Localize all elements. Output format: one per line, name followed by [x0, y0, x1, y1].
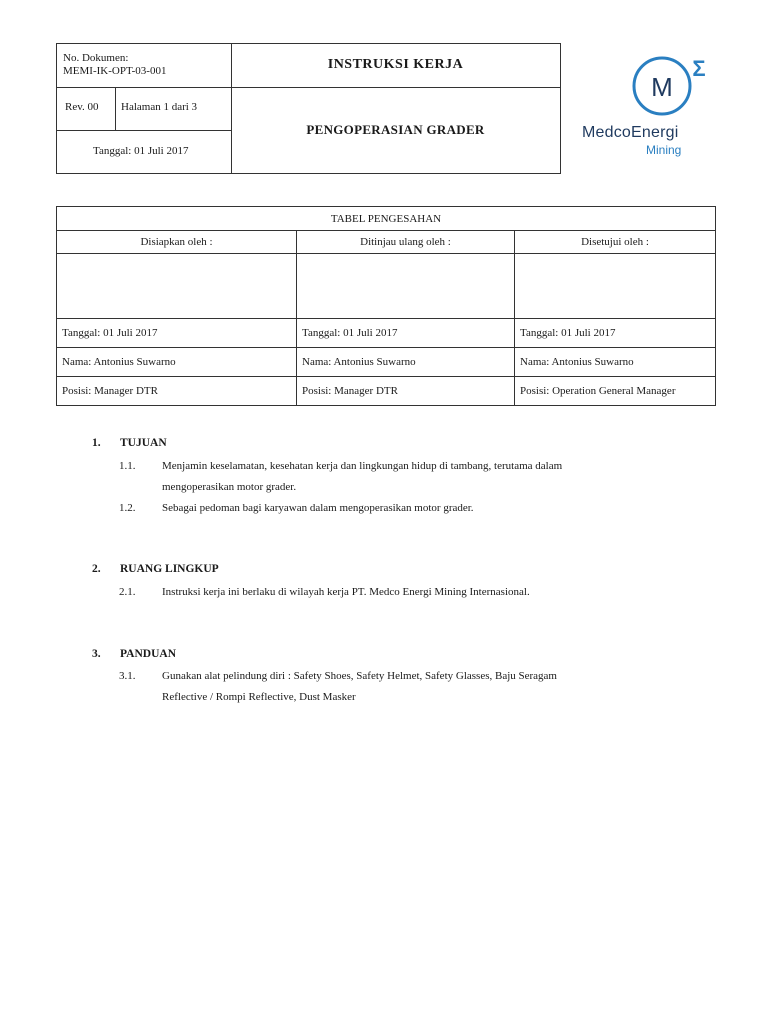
column-header: Ditinjau ulang oleh :: [297, 231, 515, 254]
list-item: [119, 666, 659, 708]
list-item: [119, 498, 659, 519]
header-divider: [57, 130, 231, 131]
section-ruang-lingkup: [92, 563, 219, 575]
approval-table-title: TABEL PENGESAHAN: [57, 207, 716, 231]
table-cell-name: Nama: Antonius Suwarno: [57, 348, 297, 377]
section-title: PANDUAN: [120, 648, 177, 660]
logo-m-glyph: M: [651, 72, 673, 102]
item-number: 1.1.: [119, 460, 136, 472]
list-item: [119, 582, 659, 603]
signature-box: [57, 254, 297, 319]
medco-mark-icon: [578, 52, 714, 124]
logo-wordmark: [582, 124, 678, 142]
list-item: [119, 456, 659, 498]
section-panduan: [92, 648, 176, 660]
section-title: TUJUAN: [120, 437, 167, 449]
table-cell-position: Posisi: Manager DTR: [57, 377, 297, 406]
column-header: Disiapkan oleh :: [57, 231, 297, 254]
item-line: Reflective / Rompi Reflective, Dust Masker: [162, 691, 356, 703]
doc-date: Tanggal: 01 Juli 2017: [93, 145, 189, 157]
doc-number-label: No. Dokumen:: [63, 52, 129, 64]
page-number: Halaman 1 dari 3: [121, 101, 198, 113]
logo-wordmark-energi: Energi: [631, 124, 679, 141]
section-heading: [92, 648, 176, 660]
logo-wordmark-medco: Medco: [582, 124, 632, 141]
item-text: [162, 456, 659, 498]
doc-subtitle: PENGOPERASIAN GRADER: [306, 122, 485, 137]
table-cell-name: Nama: Antonius Suwarno: [297, 348, 515, 377]
table-cell-name: Nama: Antonius Suwarno: [515, 348, 716, 377]
section-heading: [92, 563, 219, 575]
table-cell-date: Tanggal: 01 Juli 2017: [57, 319, 297, 348]
section-number: 1.: [92, 437, 101, 449]
table-cell-position: Posisi: Manager DTR: [297, 377, 515, 406]
header-divider: [57, 87, 560, 88]
table-cell-position: Posisi: Operation General Manager: [515, 377, 716, 406]
item-line: Gunakan alat pelindung diri : Safety Shoes, Safety Helmet, Safety Glasses, Baju Seragam: [162, 670, 557, 682]
medco-logo: [578, 52, 714, 162]
table-cell-date: Tanggal: 01 Juli 2017: [515, 319, 716, 348]
section-heading: [92, 437, 167, 449]
section-number: 3.: [92, 648, 101, 660]
doc-title: INSTRUKSI KERJA: [327, 57, 464, 72]
logo-sigma-glyph: Σ: [692, 56, 706, 81]
section-tujuan: [92, 437, 167, 449]
revision: Rev. 00: [65, 101, 99, 113]
item-number: 1.2.: [119, 502, 136, 514]
item-number: 2.1.: [119, 586, 136, 598]
item-line: Menjamin keselamatan, kesehatan kerja dan lingkungan hidup di tambang, terutama dalam: [162, 460, 563, 472]
document-header: [56, 43, 561, 174]
signature-box: [515, 254, 716, 319]
approval-table: [56, 206, 716, 406]
doc-number: MEMI-IK-OPT-03-001: [63, 65, 167, 77]
signature-box: [297, 254, 515, 319]
section-number: 2.: [92, 563, 101, 575]
item-text: Sebagai pedoman bagi karyawan dalam mengoperasikan motor grader.: [162, 502, 474, 514]
item-number: 3.1.: [119, 670, 136, 682]
table-cell-date: Tanggal: 01 Juli 2017: [297, 319, 515, 348]
header-divider: [115, 87, 116, 130]
logo-subtitle: Mining: [646, 143, 682, 157]
column-header: Disetujui oleh :: [515, 231, 716, 254]
section-title: RUANG LINGKUP: [120, 563, 219, 575]
item-text: [162, 666, 659, 708]
item-text: Instruksi kerja ini berlaku di wilayah kerja PT. Medco Energi Mining Internasional.: [162, 586, 530, 598]
item-line: mengoperasikan motor grader.: [162, 481, 297, 493]
